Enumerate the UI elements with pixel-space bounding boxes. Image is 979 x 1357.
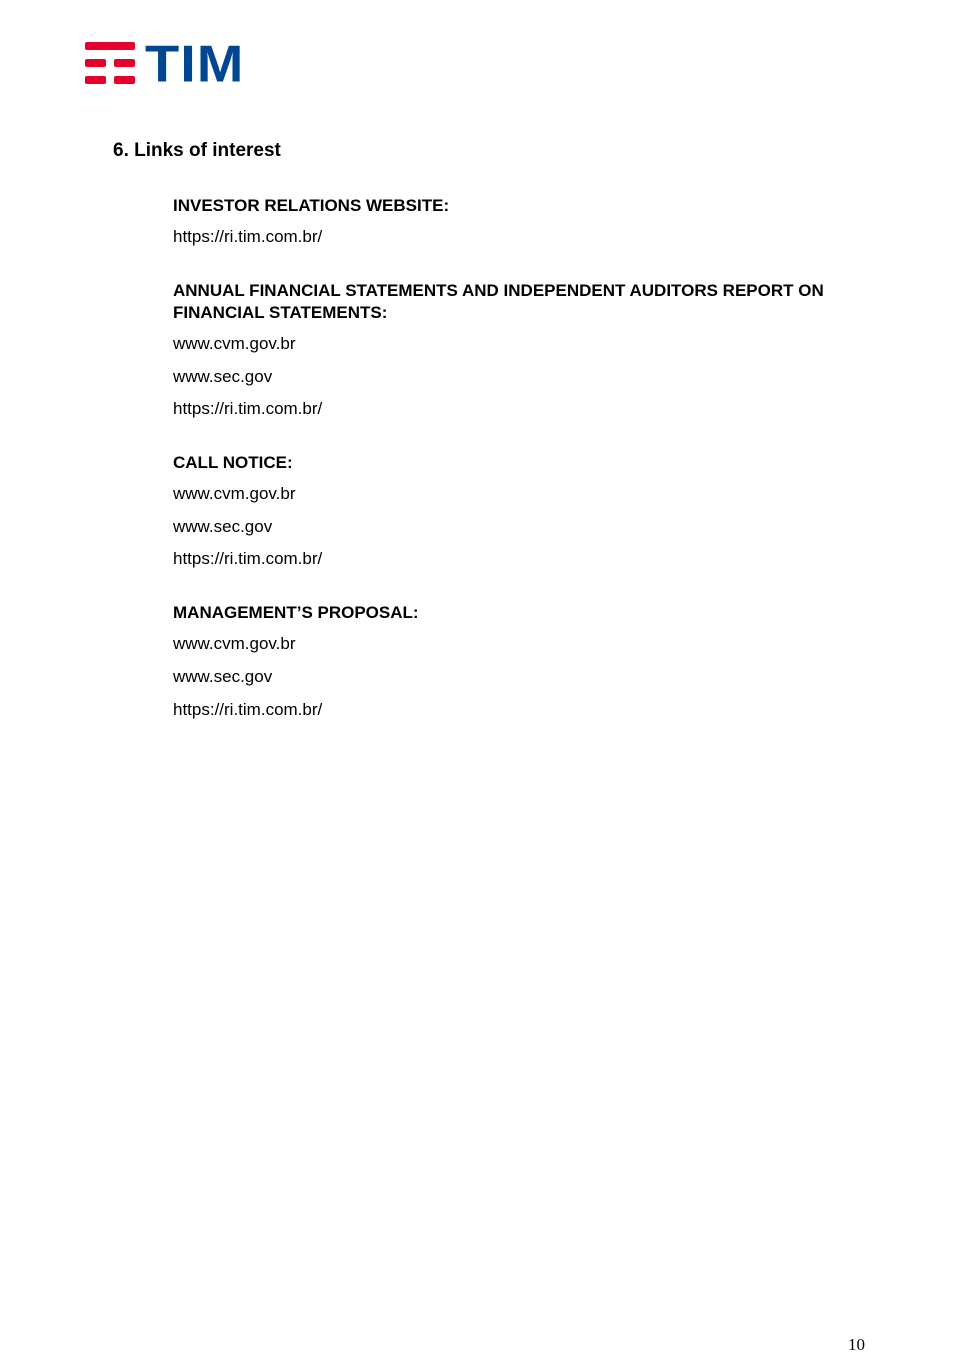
section-title: 6. Links of interest (113, 140, 281, 161)
link-item[interactable]: https://ri.tim.com.br/ (173, 399, 323, 419)
link-item[interactable]: https://ri.tim.com.br/ (173, 549, 323, 569)
link-item[interactable]: www.cvm.gov.br (173, 334, 296, 353)
page-number: 10 (848, 1335, 865, 1354)
tim-stripes-icon (85, 42, 135, 86)
link-item[interactable]: www.cvm.gov.br (173, 484, 296, 504)
group-heading: ANNUAL FINANCIAL STATEMENTS AND INDEPENDENT AUDITORS REPORT ON FINANCIAL STATEMENTS: (173, 281, 824, 322)
link-group-investor-relations (173, 195, 873, 248)
tim-logo (85, 34, 245, 93)
link-item[interactable]: www.sec.gov (173, 366, 273, 386)
link-item[interactable]: www.sec.gov (173, 516, 273, 536)
link-group-management-proposal (173, 602, 873, 720)
link-item[interactable]: www.cvm.gov.br (173, 634, 296, 654)
group-heading: MANAGEMENT’S PROPOSAL: (173, 603, 419, 623)
link-item[interactable]: www.sec.gov (173, 666, 273, 686)
link-item[interactable]: https://ri.tim.com.br/ (173, 699, 323, 719)
link-group-call-notice (173, 452, 873, 570)
links-list (173, 195, 873, 753)
group-heading: INVESTOR RELATIONS WEBSITE: (173, 196, 450, 215)
link-item[interactable]: https://ri.tim.com.br/ (173, 227, 323, 246)
link-group-financial-statements (173, 280, 873, 420)
logo-wordmark: TIM (145, 34, 245, 93)
group-heading: CALL NOTICE: (173, 453, 293, 473)
